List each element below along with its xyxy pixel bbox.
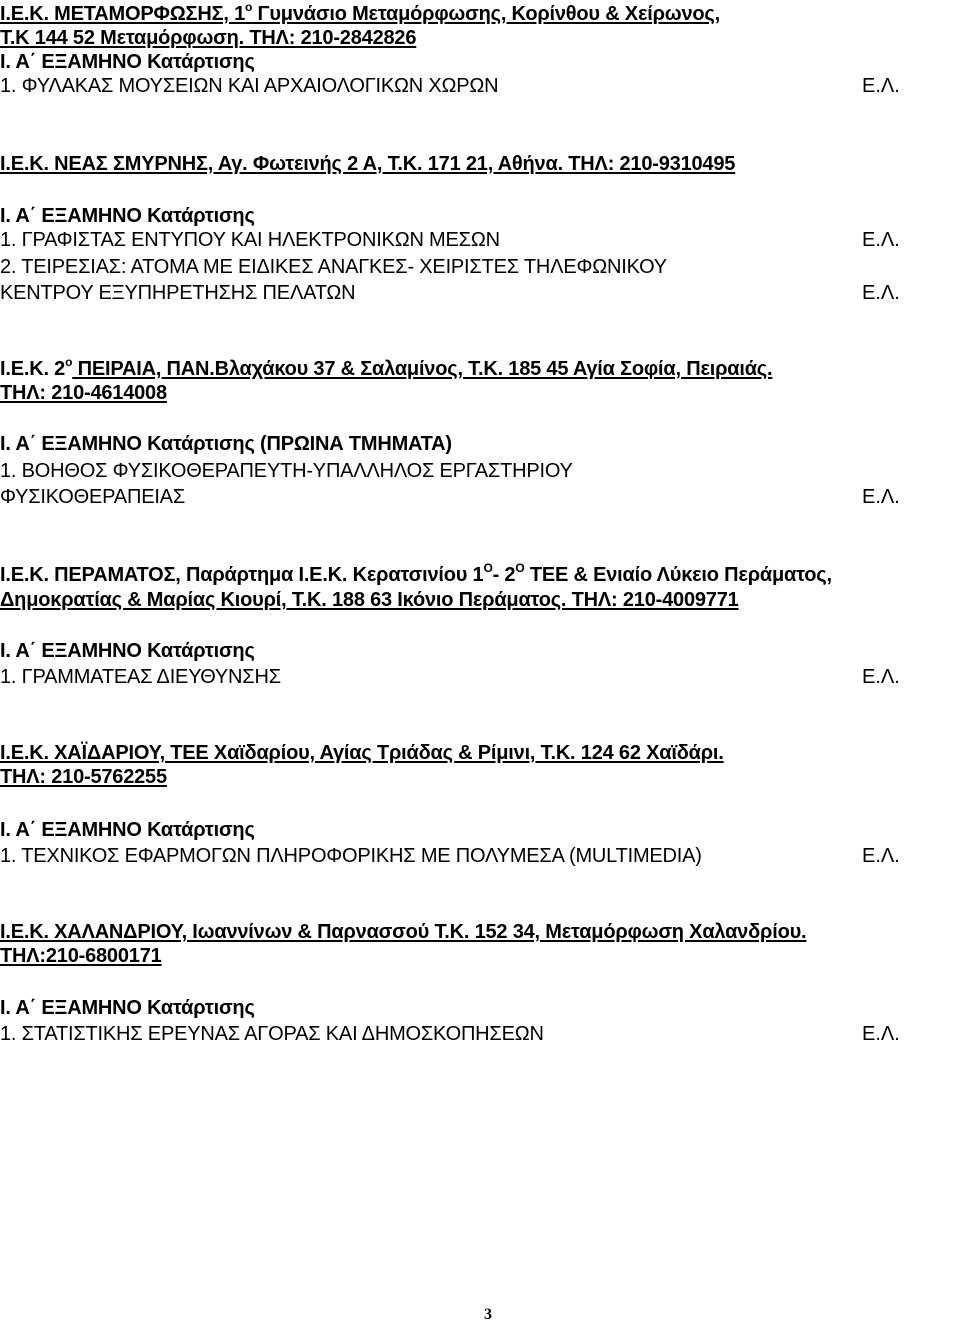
semester-heading: Ι. Α΄ ΕΞΑΜΗΝΟ Κατάρτισης <box>0 997 255 1019</box>
specialty-label: Ε.Λ. <box>862 229 900 251</box>
specialty-item: 1. ΣΤΑΤΙΣΤΙΚΗΣ ΕΡΕΥΝΑΣ ΑΓΟΡΑΣ ΚΑΙ ΔΗΜΟΣΚΟΠΗΣΕΩΝ <box>0 1023 544 1045</box>
institute-header: Ι.Ε.Κ. ΧΑΪΔΑΡΙΟΥ, ΤΕΕ Χαϊδαρίου, Αγίας Τριάδας & Ρίμινι, Τ.Κ. 124 62 Χαϊδάρι. <box>0 742 724 764</box>
page-number: 3 <box>484 1306 492 1323</box>
institute-header: Ι.Ε.Κ. ΠΕΡΑΜΑΤΟΣ, Παράρτημα Ι.Ε.Κ. Κερατσινίου $1^O-$ $2^O$ ΤΕΕ & Ενιαίο Λύκειο Περάματος, <box>0 561 832 586</box>
semester-heading: Ι. Α΄ ΕΞΑΜΗΝΟ Κατάρτισης (ΠΡΩΙΝΑ ΤΜΗΜΑΤΑ) <box>0 433 452 455</box>
semester-heading: Ι. Α΄ ΕΞΑΜΗΝΟ Κατάρτισης <box>0 205 255 227</box>
specialty-item: 1. ΤΕΧΝΙΚΟΣ ΕΦΑΡΜΟΓΩΝ ΠΛΗΡΟΦΟΡΙΚΗΣ ΜΕ ΠΟΛΥΜΕΣΑ (MULTIMEDIA) <box>0 845 702 867</box>
specialty-label: Ε.Λ. <box>862 486 900 508</box>
institute-address: ΤΗΛ:210-6800171 <box>0 945 162 967</box>
specialty-label: Ε.Λ. <box>862 75 900 97</box>
institute-address: Τ.Κ 144 52 Μεταμόρφωση. ΤΗΛ: 210-2842826 <box>0 27 417 49</box>
institute-header: Ι.Ε.Κ. $2^o$ ΠΕΙΡΑΙΑ, ΠΑΝ.Βλαχάκου 37 & Σαλαμίνος, Τ.Κ. 185 45 Αγία Σοφία, Πειραιάς. <box>0 355 773 380</box>
institute-header: Ι.Ε.Κ. ΜΕΤΑΜΟΡΦΩΣΗΣ, $1^o$ Γυμνάσιο Μεταμόρφωσης, Κορίνθου & Χείρωνος, <box>0 0 720 25</box>
specialty-item: 1. ΦΥΛΑΚΑΣ ΜΟΥΣΕΙΩΝ ΚΑΙ ΑΡΧΑΙΟΛΟΓΙΚΩΝ ΧΩΡΩΝ <box>0 75 499 97</box>
specialty-item-continued: ΦΥΣΙΚΟΘΕΡΑΠΕΙΑΣ <box>0 486 185 508</box>
institute-header: Ι.Ε.Κ. ΝΕΑΣ ΣΜΥΡΝΗΣ, Αγ. Φωτεινής 2 Α, Τ.Κ. 171 21, Αθήνα. ΤΗΛ: 210-9310495 <box>0 153 736 175</box>
institute-address: ΤΗΛ: 210-4614008 <box>0 382 167 404</box>
semester-heading: Ι. Α΄ ΕΞΑΜΗΝΟ Κατάρτισης <box>0 640 255 662</box>
specialty-item: 1. ΓΡΑΜΜΑΤΕΑΣ ΔΙΕΥΘΥΝΣΗΣ <box>0 666 281 688</box>
specialty-label: Ε.Λ. <box>862 282 900 304</box>
institute-address: Δημοκρατίας & Μαρίας Κιουρί, Τ.Κ. 188 63 Ικόνιο Περάματος. ΤΗΛ: 210-4009771 <box>0 589 739 611</box>
specialty-item: 2. ΤΕΙΡΕΣΙΑΣ: ΑΤΟΜΑ ΜΕ ΕΙΔΙΚΕΣ ΑΝΑΓΚΕΣ- ΧΕΙΡΙΣΤΕΣ ΤΗΛΕΦΩΝΙΚΟΥ <box>0 256 667 278</box>
specialty-item-continued: ΚΕΝΤΡΟΥ ΕΞΥΠΗΡΕΤΗΣΗΣ ΠΕΛΑΤΩΝ <box>0 282 356 304</box>
specialty-item: 1. ΒΟΗΘΟΣ ΦΥΣΙΚΟΘΕΡΑΠΕΥΤΗ-ΥΠΑΛΛΗΛΟΣ ΕΡΓΑΣΤΗΡΙΟΥ <box>0 460 573 482</box>
specialty-label: Ε.Λ. <box>862 845 900 867</box>
semester-heading: Ι. Α΄ ΕΞΑΜΗΝΟ Κατάρτισης <box>0 819 255 841</box>
specialty-label: Ε.Λ. <box>862 1023 900 1045</box>
semester-heading: Ι. Α΄ ΕΞΑΜΗΝΟ Κατάρτισης <box>0 51 255 73</box>
institute-header: Ι.Ε.Κ. ΧΑΛΑΝΔΡΙΟΥ, Ιωαννίνων & Παρνασσού Τ.Κ. 152 34, Μεταμόρφωση Χαλανδρίου. <box>0 921 807 943</box>
specialty-label: Ε.Λ. <box>862 666 900 688</box>
institute-address: ΤΗΛ: 210-5762255 <box>0 766 167 788</box>
specialty-item: 1. ΓΡΑΦΙΣΤΑΣ ΕΝΤΥΠΟΥ ΚΑΙ ΗΛΕΚΤΡΟΝΙΚΩΝ ΜΕΣΩΝ <box>0 229 500 251</box>
